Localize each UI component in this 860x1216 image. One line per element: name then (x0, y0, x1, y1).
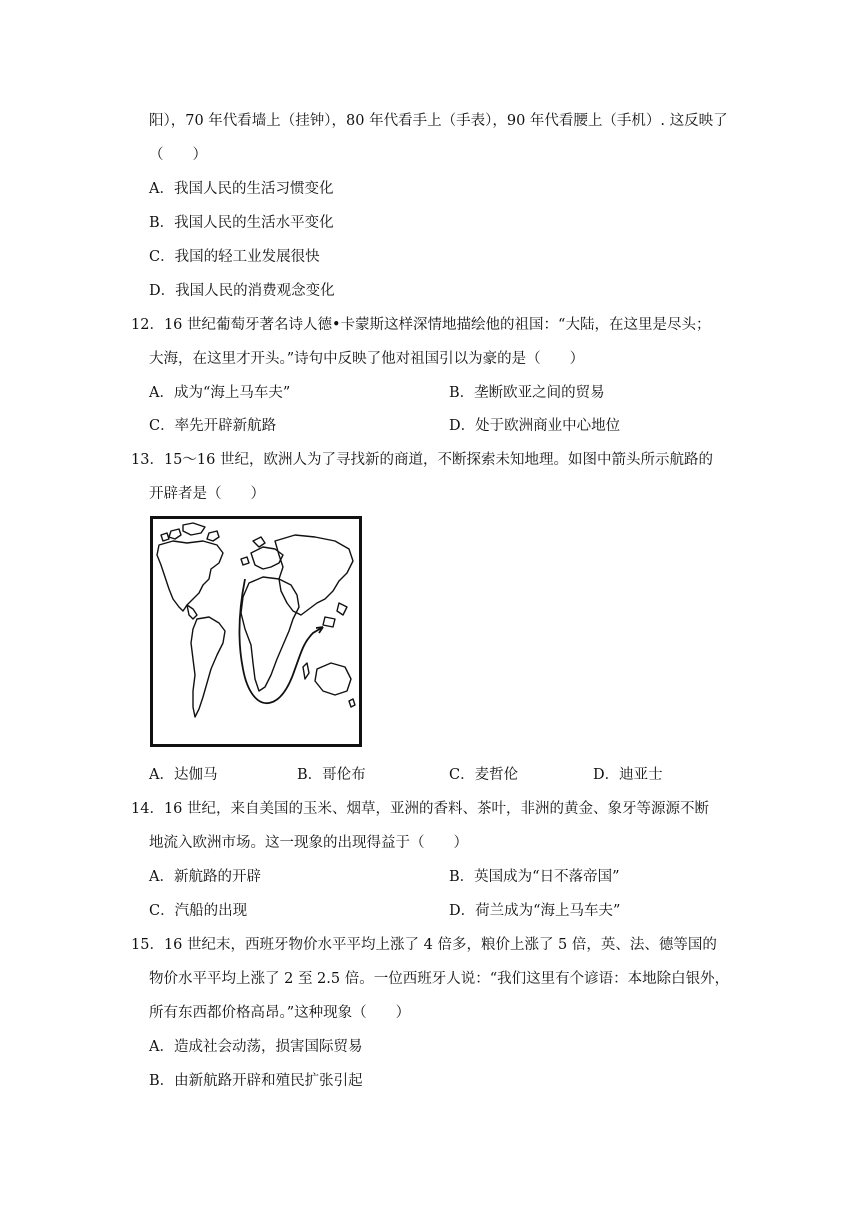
q14-option-b[interactable]: B．英国成为“日不落帝国” (449, 869, 620, 885)
q15-stem-line2: 物价水平平均上涨了 2 至 2.5 倍。一位西班牙人说：“我们这里有个谚语：本地除白银外， (149, 971, 730, 987)
q14-option-d[interactable]: D．荷兰成为“海上马车夫” (449, 903, 621, 919)
q15-option-a[interactable]: A．造成社会动荡，损害国际贸易 (149, 1039, 363, 1055)
q14-stem-line2: 地流入欧洲市场。这一现象的出现得益于（ ） (149, 835, 468, 851)
north-america-shape (157, 541, 223, 611)
world-map-figure (150, 516, 362, 747)
q11-stem-line2: （ ） (149, 147, 207, 163)
australia-shape (315, 663, 351, 695)
q15-stem-line1: 15．16 世纪末，西班牙物价水平平均上涨了 4 倍多，粮价上涨了 5 倍，英、法、德等国的 (131, 937, 717, 953)
south-america-shape (191, 617, 225, 717)
q14-option-c[interactable]: C．汽船的出现 (149, 903, 248, 919)
world-map-image (153, 519, 359, 744)
q11-option-b[interactable]: B．我国人民的生活水平变化 (149, 215, 334, 231)
q12-option-d[interactable]: D．处于欧洲商业中心地位 (449, 418, 621, 434)
q12-stem-line1: 12．16 世纪葡萄牙著名诗人德•卡蒙斯这样深情地描绘他的祖国：“大陆，在这里是尽头； (131, 317, 711, 333)
q13-option-c[interactable]: C．麦哲伦 (449, 767, 519, 783)
q14-stem-line1: 14．16 世纪，来自美国的玉米、烟草，亚洲的香料、茶叶，非洲的黄金、象牙等源源不断 (131, 801, 710, 817)
q13-stem-line2: 开辟者是（ ） (149, 486, 265, 502)
q12-option-c[interactable]: C．率先开辟新航路 (149, 418, 277, 434)
q15-option-b[interactable]: B．由新航路开辟和殖民扩张引起 (149, 1073, 363, 1089)
q13-stem-line1: 13．15～16 世纪，欧洲人为了寻找新的商道，不断探索未知地理。如图中箭头所示航路的 (131, 452, 713, 468)
q13-option-b[interactable]: B．哥伦布 (297, 767, 366, 783)
asia-shape (275, 535, 353, 615)
q13-option-d[interactable]: D．迪亚士 (593, 767, 663, 783)
route-arrow (239, 579, 323, 703)
q12-option-b[interactable]: B．垄断欧亚之间的贸易 (449, 385, 605, 401)
q11-stem-line1: 阳），70 年代看墙上（挂钟），80 年代看手上（手表），90 年代看腰上（手机）. 这反映了 (149, 113, 728, 129)
africa-shape (241, 577, 299, 691)
q12-stem-line2: 大海，在这里才开头。”诗句中反映了他对祖国引以为豪的是（ ） (149, 351, 585, 367)
q12-option-a[interactable]: A．成为“海上马车夫” (149, 385, 291, 401)
q11-option-c[interactable]: C．我国的轻工业发展很快 (149, 249, 320, 265)
greenland-shape (183, 523, 205, 535)
q11-option-d[interactable]: D．我国人民的消费观念变化 (149, 283, 335, 299)
q15-stem-line3: 所有东西都价格高昂。”这种现象（ ） (149, 1005, 411, 1021)
q14-option-a[interactable]: A．新航路的开辟 (149, 869, 261, 885)
madagascar-shape (303, 663, 309, 679)
q11-option-a[interactable]: A．我国人民的生活习惯变化 (149, 181, 334, 197)
q13-option-a[interactable]: A．达伽马 (149, 767, 218, 783)
